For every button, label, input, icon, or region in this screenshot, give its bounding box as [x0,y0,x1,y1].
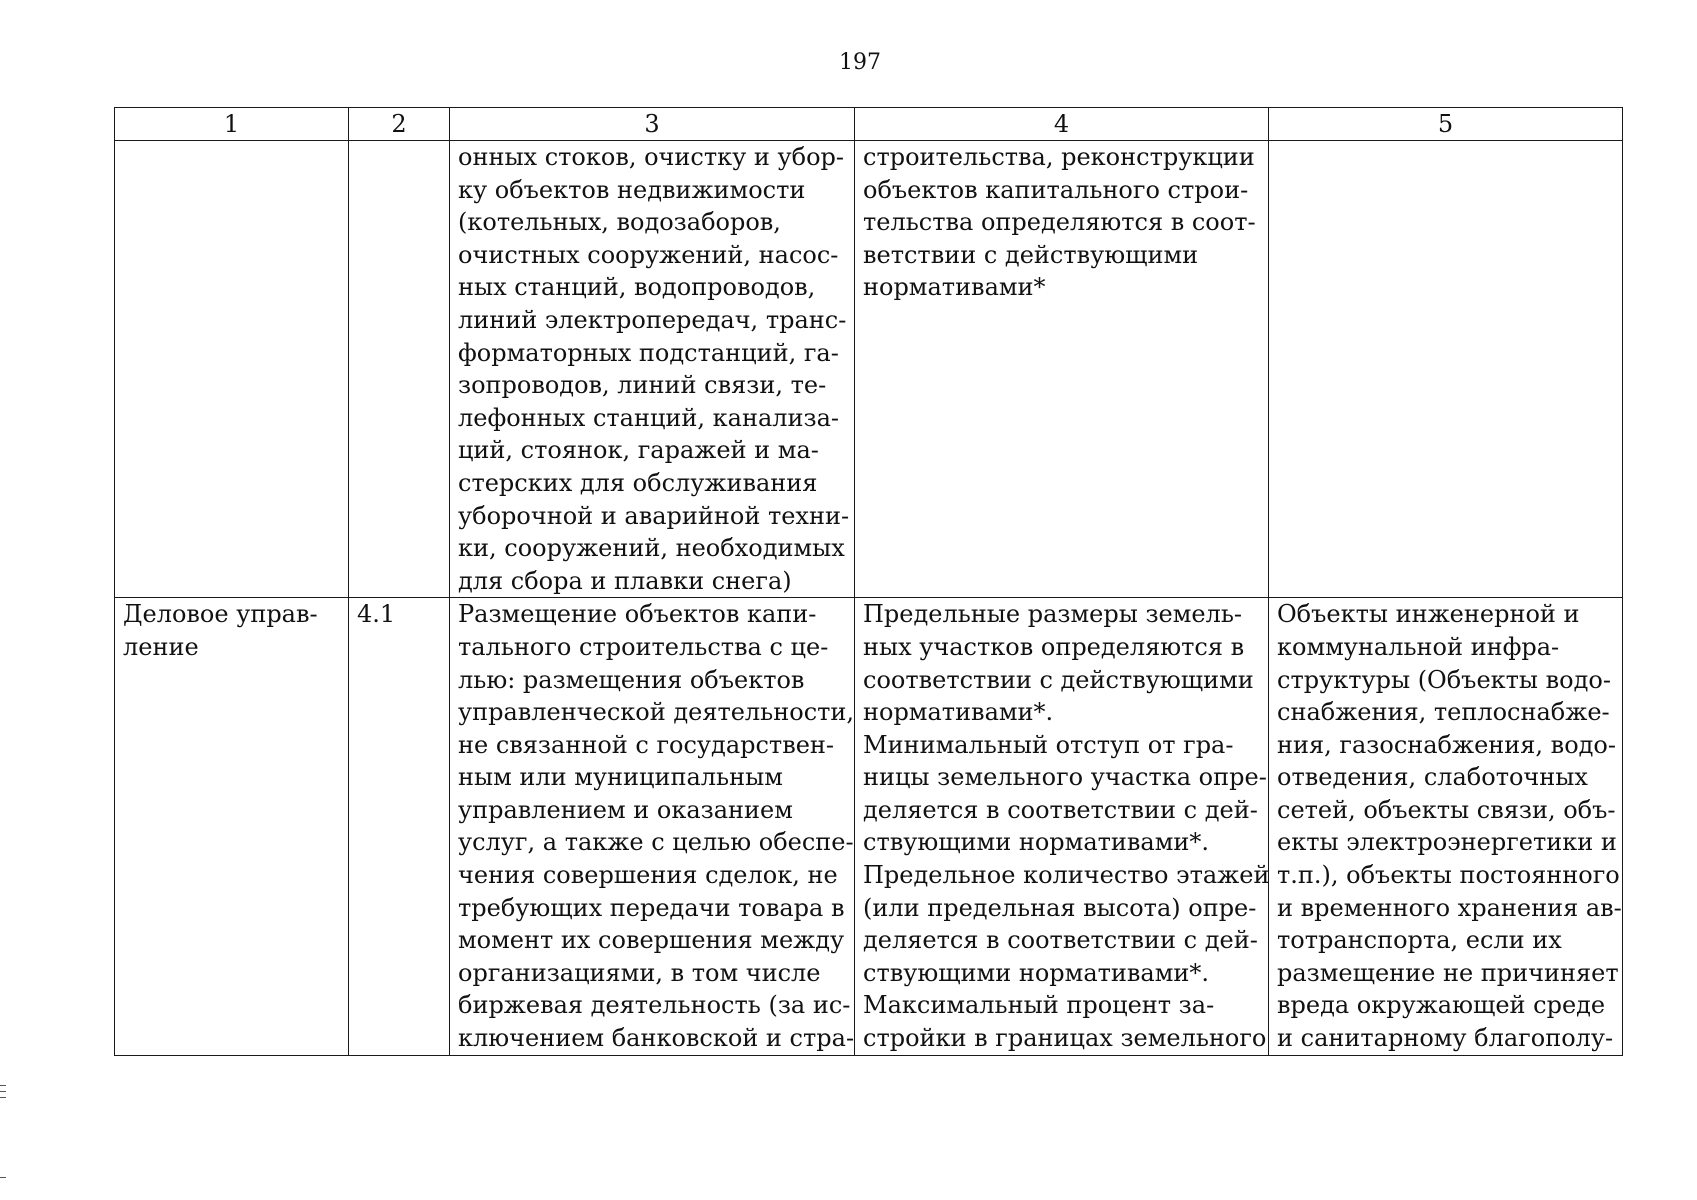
text-line: деляется в соответствии с дей- [863,926,1258,955]
text-line: и санитарному благополу- [1277,1024,1614,1053]
text-line: ление [123,632,199,661]
cell-parameters [855,141,1269,598]
cell-parameters [855,598,1269,1055]
text-line: ки, сооружений, необходимых [458,534,845,563]
text-line: структуры (Объекты водо- [1277,665,1611,694]
text-line: лефонных станций, канализа- [458,403,840,432]
cell-code [349,141,450,598]
text-line: ных станций, водопроводов, [458,273,816,302]
text-line: сетей, объекты связи, объ- [1277,795,1616,824]
text-line: управлением и оказанием [458,795,793,824]
scan-margin-mark [0,1097,6,1098]
cell-land-use-name [115,598,349,1055]
text-line: отведения, слаботочных [1277,763,1588,792]
text-line: Размещение объектов капи- [458,600,817,629]
text-line: ствующими нормативами*. [863,958,1210,987]
text-line: строительства, реконструкции [863,143,1255,171]
text-line: Минимальный отступ от гра- [863,730,1234,759]
cell-land-use-name [115,141,349,598]
text-line: 4.1 [357,600,396,629]
text-line: стройки в границах земельного [863,1024,1267,1053]
table-row [115,141,1623,598]
text-line: услуг, а также с целью обеспе- [458,828,854,857]
column-header-1: 1 [115,108,349,141]
text-line: уборочной и аварийной техни- [458,501,850,530]
scan-margin-mark [0,1091,6,1092]
text-line: екты электроэнергетики и [1277,828,1617,857]
column-header-2: 2 [349,108,450,141]
text-line: ным или муниципальным [458,763,783,792]
text-line: Предельное количество этажей [863,861,1270,890]
column-header-5: 5 [1269,108,1623,141]
text-line: т.п.), объекты постоянного [1277,861,1620,890]
text-line: деляется в соответствии с дей- [863,795,1258,824]
scan-margin-mark [0,1177,6,1178]
text-line: биржевая деятельность (за ис- [458,991,851,1020]
text-line: зопроводов, линий связи, те- [458,371,827,400]
text-line: коммунальной инфра- [1277,632,1560,661]
text-line: тотранспорта, если их [1277,926,1562,955]
text-line: ния, газоснабжения, водо- [1277,730,1616,759]
text-line: тельства определяются в соот- [863,208,1256,237]
text-line: ций, стоянок, гаражей и ма- [458,436,819,465]
text-line: Объекты инженерной и [1277,600,1580,629]
text-line: онных стоков, очистку и убор- [458,143,844,171]
text-line: ницы земельного участка опре- [863,763,1267,792]
text-line: для сбора и плавки снега) [458,566,792,595]
text-line: объектов капитального строи- [863,175,1249,204]
text-line: момент их совершения между [458,926,845,955]
cell-code [349,598,450,1055]
text-line: снабжения, теплоснабже- [1277,698,1610,727]
text-line: стерских для обслуживания [458,468,818,497]
regulations-table [114,107,1623,1056]
text-line: ветствии с действующими [863,240,1199,269]
table-header-row [115,108,1623,141]
text-line: нормативами* [863,273,1046,302]
text-line: вреда окружающей среде [1277,991,1606,1020]
page-number: 197 [839,50,881,75]
text-line: форматорных подстанций, га- [458,338,839,367]
scan-margin-mark [0,1085,6,1086]
cell-description [450,598,855,1055]
text-line: ку объектов недвижимости [458,175,806,204]
text-line: ключением банковской и стра- [458,1024,855,1053]
text-line: соответствии с действующими [863,665,1254,694]
text-line: требующих передачи товара в [458,893,845,922]
text-line: (котельных, водозаборов, [458,208,781,237]
text-line: не связанной с государствен- [458,730,835,759]
text-line: управленческой деятельности, [458,698,855,727]
text-line: Предельные размеры земель- [863,600,1243,629]
text-line: Деловое управ- [123,600,318,629]
text-line: размещение не причиняет [1277,958,1619,987]
text-line: чения совершения сделок, не [458,861,838,890]
text-line: (или предельная высота) опре- [863,893,1257,922]
text-line: ствующими нормативами*. [863,828,1210,857]
column-header-4: 4 [855,108,1269,141]
text-line: линий электропередач, транс- [458,305,847,334]
text-line: и временного хранения ав- [1277,893,1622,922]
cell-auxiliary-uses [1269,598,1623,1055]
cell-auxiliary-uses [1269,141,1623,598]
text-line: организациями, в том числе [458,958,821,987]
column-header-3: 3 [450,108,855,141]
table-row [115,598,1623,1055]
cell-description [450,141,855,598]
text-line: лью: размещения объектов [458,665,805,694]
text-line: нормативами*. [863,698,1054,727]
text-line: Максимальный процент за- [863,991,1215,1020]
text-line: ных участков определяются в [863,632,1245,661]
text-line: тального строительства с це- [458,632,829,661]
text-line: очистных сооружений, насос- [458,240,839,269]
